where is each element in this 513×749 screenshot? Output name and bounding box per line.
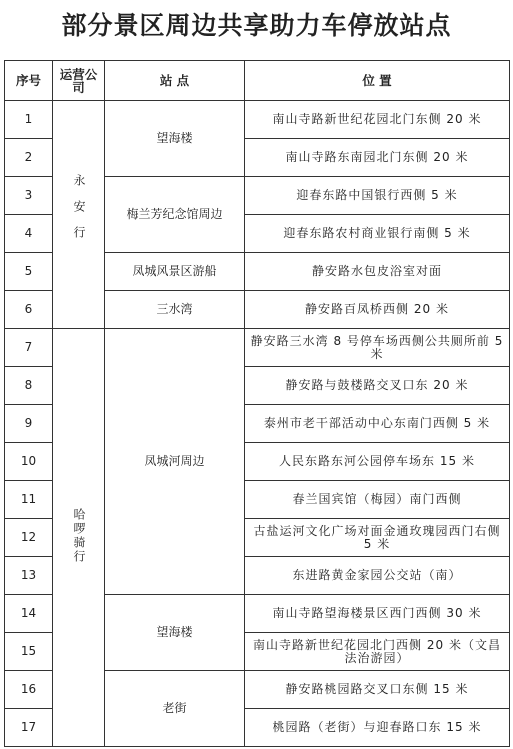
station-cell: 凤城河周边 [105,329,245,595]
operator-name: 永安行 [72,174,86,252]
station-table [4,60,510,747]
row-location: 静安路与鼓楼路交叉口东 20 米 [245,367,510,405]
row-location: 静安路三水湾 8 号停车场西侧公共厕所前 5 米 [245,329,510,367]
row-location: 静安路百凤桥西侧 20 米 [245,291,510,329]
station-cell: 望海楼 [105,595,245,671]
row-seq: 4 [5,215,53,253]
row-location: 南山寺路新世纪花园北门东侧 20 米 [245,101,510,139]
row-location: 桃园路（老街）与迎春路口东 15 米 [245,709,510,747]
header-station: 站 点 [105,61,245,101]
row-location: 古盐运河文化广场对面金通玫瑰园西门右侧 5 米 [245,519,510,557]
row-location: 南山寺路东南园北门东侧 20 米 [245,139,510,177]
operator-name: 哈啰骑行 [72,508,86,564]
row-location: 南山寺路新世纪花园北门西侧 20 米（文昌法治游园） [245,633,510,671]
row-location: 泰州市老干部活动中心东南门西侧 5 米 [245,405,510,443]
page-title: 部分景区周边共享助力车停放站点 [61,11,452,40]
row-location: 静安路桃园路交叉口东侧 15 米 [245,671,510,709]
station-cell: 凤城风景区游船 [105,253,245,291]
station-cell: 三水湾 [105,291,245,329]
row-seq: 14 [5,595,53,633]
row-seq: 11 [5,481,53,519]
row-location: 南山寺路望海楼景区西门西侧 30 米 [245,595,510,633]
row-seq: 10 [5,443,53,481]
row-seq: 5 [5,253,53,291]
row-seq: 3 [5,177,53,215]
header-seq: 序号 [5,61,53,101]
row-seq: 6 [5,291,53,329]
row-seq: 9 [5,405,53,443]
row-seq: 2 [5,139,53,177]
station-cell: 梅兰芳纪念馆周边 [105,177,245,253]
table-row [5,101,510,139]
table-row [5,329,510,367]
station-cell: 望海楼 [105,101,245,177]
row-seq: 8 [5,367,53,405]
row-location: 静安路水包皮浴室对面 [245,253,510,291]
operator-cell [53,329,105,747]
row-location: 人民东路东河公园停车场东 15 米 [245,443,510,481]
row-location: 迎春东路农村商业银行南侧 5 米 [245,215,510,253]
row-location: 东进路黄金家园公交站（南） [245,557,510,595]
row-seq: 15 [5,633,53,671]
station-cell: 老街 [105,671,245,747]
header-operator: 运营公司 [53,61,105,101]
row-seq: 17 [5,709,53,747]
row-seq: 7 [5,329,53,367]
row-seq: 12 [5,519,53,557]
row-seq: 16 [5,671,53,709]
row-seq: 13 [5,557,53,595]
table-header-row [5,61,510,101]
operator-cell [53,101,105,329]
row-location: 迎春东路中国银行西侧 5 米 [245,177,510,215]
header-location: 位 置 [245,61,510,101]
row-seq: 1 [5,101,53,139]
row-location: 春兰国宾馆（梅园）南门西侧 [245,481,510,519]
